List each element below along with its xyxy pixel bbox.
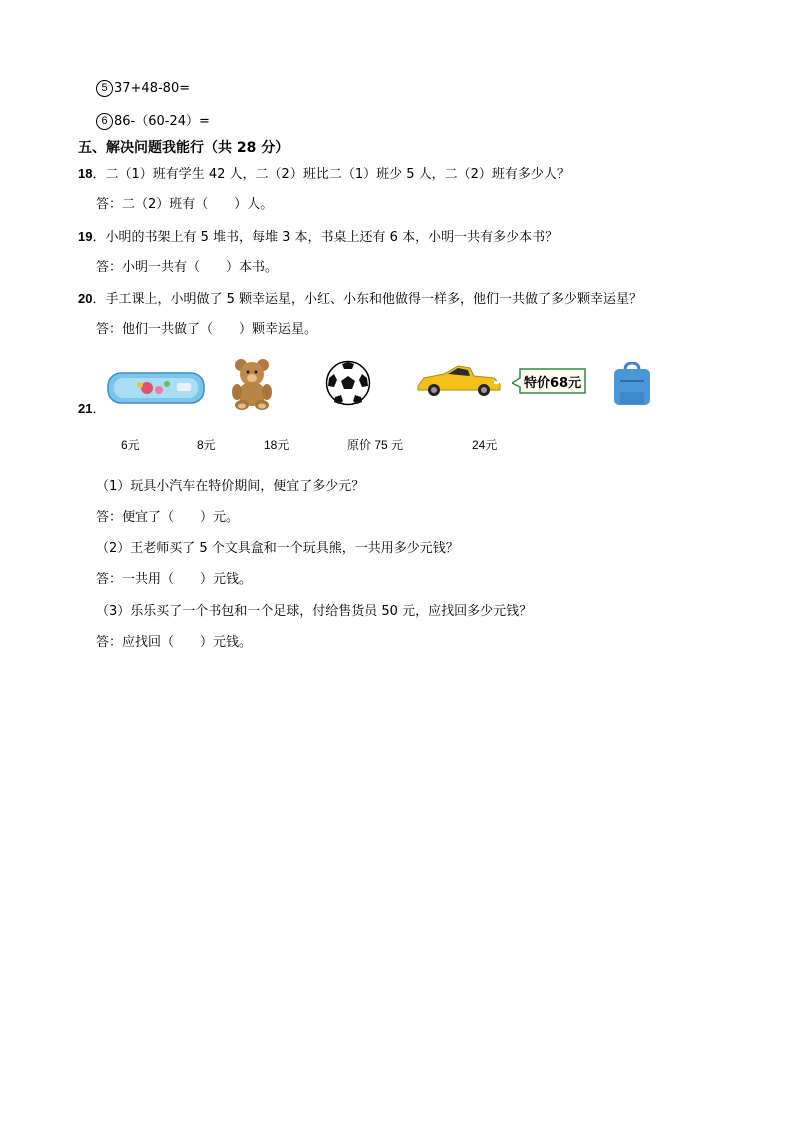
sub-question-1: （1）玩具小汽车在特价期间，便宜了多少元？ bbox=[96, 479, 365, 494]
price-teddy-bear: 8元 bbox=[197, 438, 216, 452]
price-pencil-case: 6元 bbox=[121, 438, 140, 452]
sub-answer-2: 答：一共用（ ）元钱。 bbox=[96, 572, 253, 587]
question-suffix: ． bbox=[92, 402, 106, 417]
price-school-bag: 24元 bbox=[472, 438, 498, 452]
question-number: 20 bbox=[78, 291, 93, 306]
teddy-bear-image bbox=[228, 358, 276, 410]
price-toy-car: 原价 75 元 bbox=[347, 438, 404, 452]
price-soccer-ball: 18元 bbox=[264, 438, 290, 452]
question-text: ．小明的书架上有 5 堆书，每堆 3 本，书桌上还有 6 本，小明一共有多少本书？ bbox=[92, 230, 559, 245]
exercise-expression: 37+48-80= bbox=[114, 81, 191, 96]
toy-car-image bbox=[414, 362, 504, 398]
question-21 bbox=[78, 400, 105, 419]
soccer-ball-image bbox=[325, 360, 371, 406]
question-20 bbox=[78, 290, 642, 309]
pencil-case-image bbox=[107, 371, 205, 405]
question-text: ．手工课上，小明做了 5 颗幸运星，小红、小东和他做得一样多，他们一共做了多少颗幸运星？ bbox=[92, 292, 643, 307]
sale-price-label: 特价68元 bbox=[524, 376, 582, 391]
circled-number: 6 bbox=[96, 113, 113, 130]
question-number: 21 bbox=[78, 401, 93, 416]
question-number: 19 bbox=[78, 229, 93, 244]
section-title: 五、解决问题我能行（共 28 分） bbox=[78, 140, 290, 156]
answer-20: 答：他们一共做了（ ）颗幸运星。 bbox=[96, 322, 318, 337]
question-19 bbox=[78, 228, 558, 247]
question-number: 18 bbox=[78, 166, 93, 181]
school-bag-image bbox=[612, 362, 652, 406]
sub-question-3: （3）乐乐买了一个书包和一个足球，付给售货员 50 元，应找回多少元钱？ bbox=[96, 604, 533, 619]
exercise-6 bbox=[96, 113, 210, 131]
circled-number: 5 bbox=[96, 80, 113, 97]
sub-question-2: （2）王老师买了 5 个文具盒和一个玩具熊，一共用多少元钱？ bbox=[96, 541, 459, 556]
answer-18: 答：二（2）班有（ ）人。 bbox=[96, 197, 274, 212]
answer-19: 答：小明一共有（ ）本书。 bbox=[96, 260, 279, 275]
question-18 bbox=[78, 165, 570, 184]
sub-answer-3: 答：应找回（ ）元钱。 bbox=[96, 635, 253, 650]
exercise-expression: 86-（60-24）= bbox=[114, 114, 210, 129]
exercise-5 bbox=[96, 80, 190, 98]
question-text: ．二（1）班有学生 42 人，二（2）班比二（1）班少 5 人，二（2）班有多少人？ bbox=[92, 167, 570, 182]
sub-answer-1: 答：便宜了（ ）元。 bbox=[96, 510, 240, 525]
